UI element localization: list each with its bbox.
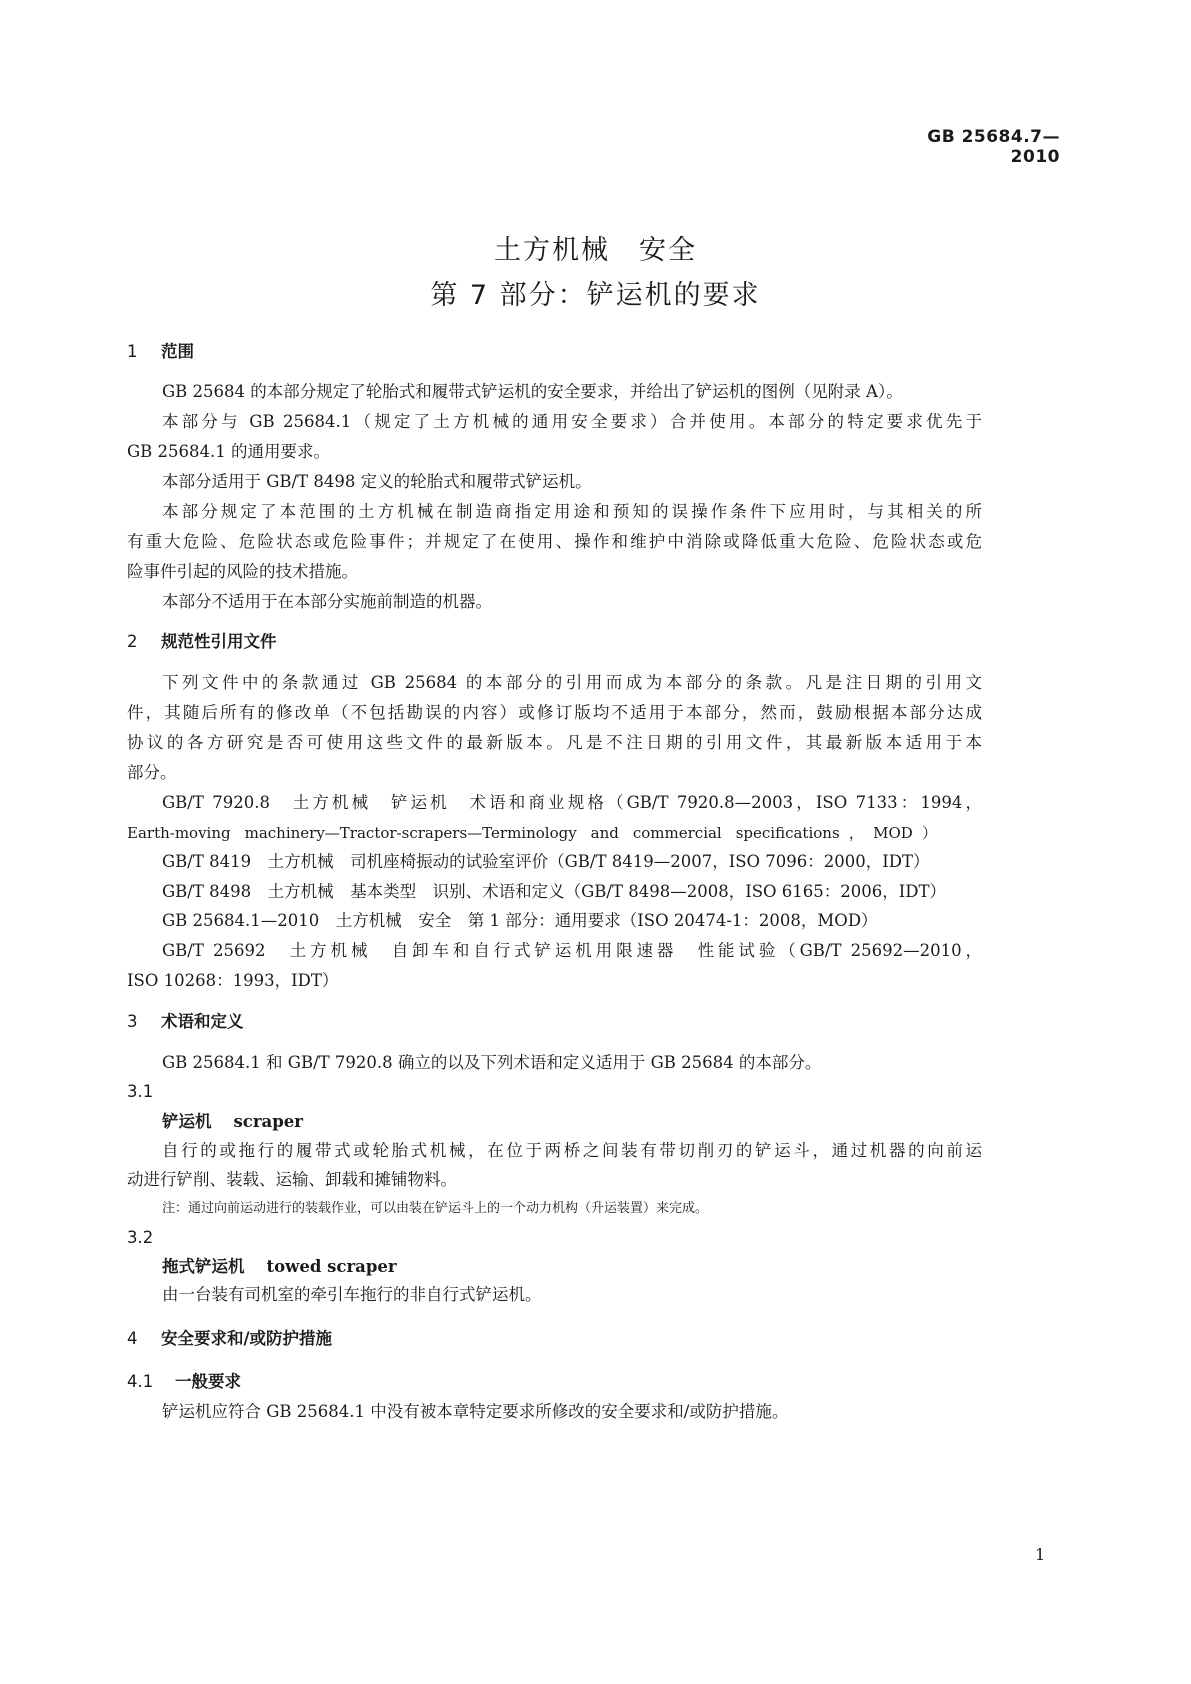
reference-4: GB 25684.1—2010 土方机械 安全 第 1 部分：通用要求（ISO 20474-1：2008，MOD） (162, 911, 878, 930)
section-number: 2 (127, 632, 138, 651)
reference-3: GB/T 8498 土方机械 基本类型 识别、术语和定义（GB/T 8498—2008，ISO 6165：2006，IDT） (162, 882, 947, 901)
s3-paragraph-1: GB 25684.1 和 GB/T 7920.8 确立的以及下列术语和定义适用于 GB 25684 的本部分。 (162, 1053, 822, 1072)
term-english: towed scraper (266, 1257, 397, 1276)
standard-number: GB 25684.7—2010 (927, 127, 1060, 167)
section-title: 安全要求和/或防护措施 (161, 1329, 333, 1348)
reference-5a: GB/T 25692 土方机械 自卸车和自行式铲运机用限速器 性能试验（GB/T 25692—2010， (162, 941, 982, 960)
document-title-line2: 第 7 部分：铲运机的要求 (430, 280, 761, 311)
clause-3-2: 3.2 (127, 1228, 154, 1247)
section-number: 1 (127, 342, 138, 361)
clause-number: 4.1 (127, 1372, 154, 1391)
section-2-heading (127, 632, 277, 652)
s1-paragraph-4b: 有重大危险、危险状态或危险事件；并规定了在使用、操作和维护中消除或降低重大危险、危险状态或危 (127, 532, 982, 551)
definition-3-2: 由一台装有司机室的牵引车拖行的非自行式铲运机。 (162, 1285, 542, 1304)
section-number: 3 (127, 1012, 138, 1031)
clause-4-1-heading (127, 1372, 241, 1392)
definition-3-1a: 自行的或拖行的履带式或轮胎式机械，在位于两桥之间装有带切削刃的铲运斗，通过机器的向前运 (162, 1141, 982, 1160)
s1-paragraph-2a: 本部分与 GB 25684.1（规定了土方机械的通用安全要求）合并使用。本部分的特定要求优先于 (162, 412, 982, 431)
s2-paragraph-1a: 下列文件中的条款通过 GB 25684 的本部分的引用而成为本部分的条款。凡是注日期的引用文 (162, 673, 982, 692)
s1-paragraph-4c: 险事件引起的风险的技术措施。 (127, 562, 358, 581)
s2-paragraph-1c: 协议的各方研究是否可使用这些文件的最新版本。凡是不注日期的引用文件，其最新版本适用于本 (127, 733, 982, 752)
s2-paragraph-1b: 件，其随后所有的修改单（不包括勘误的内容）或修订版均不适用于本部分，然而，鼓励根据本部分达成 (127, 703, 982, 722)
term-3-2 (162, 1257, 397, 1277)
section-1-heading (127, 342, 194, 362)
section-3-heading (127, 1012, 244, 1032)
reference-2: GB/T 8419 土方机械 司机座椅振动的试验室评价（GB/T 8419—2007，ISO 7096：2000，IDT） (162, 852, 930, 871)
s1-paragraph-5: 本部分不适用于在本部分实施前制造的机器。 (162, 592, 492, 611)
term-chinese: 拖式铲运机 (162, 1257, 245, 1276)
clause-3-1: 3.1 (127, 1082, 154, 1101)
s2-paragraph-1d: 部分。 (127, 763, 177, 782)
s4-paragraph-1: 铲运机应符合 GB 25684.1 中没有被本章特定要求所修改的安全要求和/或防护措施。 (162, 1402, 789, 1421)
reference-5b: ISO 10268：1993，IDT） (127, 971, 339, 990)
section-title: 范围 (161, 342, 194, 361)
reference-1a: GB/T 7920.8 土方机械 铲运机 术语和商业规格（GB/T 7920.8—2003，ISO 7133：1994， (162, 793, 982, 812)
document-title-line1: 土方机械 安全 (494, 235, 697, 266)
term-chinese: 铲运机 (162, 1112, 212, 1131)
s1-paragraph-3: 本部分适用于 GB/T 8498 定义的轮胎式和履带式铲运机。 (162, 472, 592, 491)
reference-1b: Earth-moving machinery—Tractor-scrapers—Terminology and commercial specifications，MOD） (127, 824, 937, 842)
page-number: 1 (1035, 1545, 1046, 1564)
section-title: 规范性引用文件 (161, 632, 277, 651)
section-4-heading (127, 1329, 332, 1349)
section-title: 术语和定义 (161, 1012, 244, 1031)
term-english: scraper (233, 1112, 303, 1131)
section-number: 4 (127, 1329, 138, 1348)
note-3-1: 注：通过向前运动进行的装载作业，可以由装在铲运斗上的一个动力机构（升运装置）来完成。 (162, 1201, 709, 1216)
clause-title: 一般要求 (175, 1372, 241, 1391)
term-3-1 (162, 1112, 303, 1132)
s1-paragraph-1: GB 25684 的本部分规定了轮胎式和履带式铲运机的安全要求，并给出了铲运机的图例（见附录 A）。 (162, 382, 903, 401)
s1-paragraph-4a: 本部分规定了本范围的土方机械在制造商指定用途和预知的误操作条件下应用时，与其相关的所 (162, 502, 982, 521)
definition-3-1b: 动进行铲削、装载、运输、卸载和摊铺物料。 (127, 1170, 457, 1189)
s1-paragraph-2b: GB 25684.1 的通用要求。 (127, 442, 331, 461)
